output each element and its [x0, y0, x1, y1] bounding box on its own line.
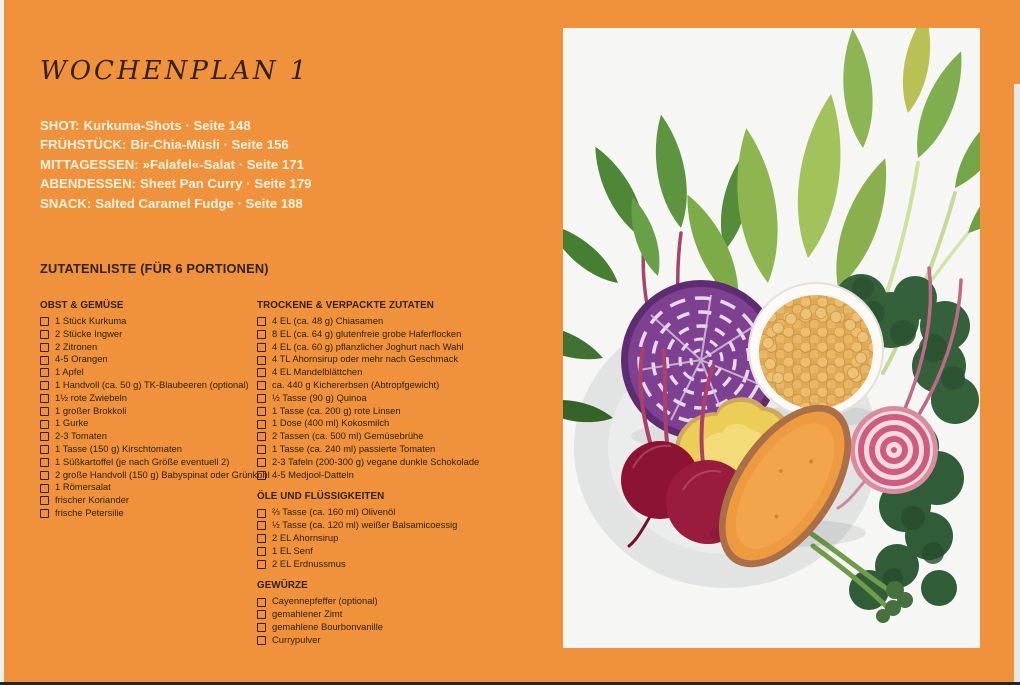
ingredient-item [257, 519, 517, 532]
meal-plan-list [40, 116, 312, 213]
ingredient-label: 4 EL Mandelblättchen [272, 366, 363, 378]
ingredient-label: gemahlener Zimt [272, 608, 343, 620]
ingredient-label: 1 großer Brokkoli [55, 404, 127, 416]
checkbox[interactable] [257, 636, 266, 645]
ingredient-label: 2-3 Tafeln (200-300 g) vegane dunkle Schokolade [272, 455, 480, 467]
ingredient-list [257, 506, 517, 570]
meal-plan-item [40, 194, 312, 213]
section-oele-fluessigkeiten [257, 490, 517, 570]
ingredient-label: 4 EL (ca. 48 g) Chiasamen [272, 315, 384, 326]
checkbox[interactable] [40, 381, 49, 390]
ingredient-label: 2 EL Ahornsirup [272, 531, 339, 543]
ingredient-item [40, 328, 256, 341]
section-title: ÖLE UND FLÜSSIGKEITEN [257, 491, 385, 503]
ingredient-label: Currypulver [272, 633, 321, 645]
ingredient-list [257, 315, 517, 481]
checkbox[interactable] [40, 509, 49, 518]
checkbox[interactable] [257, 343, 266, 352]
ingredient-item [40, 494, 256, 507]
ingredient-label: 1 Stück Kurkuma [55, 315, 127, 326]
ingredient-label: 2-3 Tomaten [55, 430, 107, 442]
ingredient-item [40, 456, 256, 469]
ingredient-item [40, 443, 256, 456]
ingredient-item [257, 430, 517, 443]
checkbox[interactable] [257, 445, 266, 454]
ingredient-item [257, 341, 517, 354]
section-obst-gemuese [40, 299, 270, 520]
section-title: TROCKENE & VERPACKTE ZUTATEN [257, 300, 434, 311]
ingredient-item [40, 481, 256, 494]
ingredient-label: ½ Tasse (90 g) Quinoa [272, 391, 367, 403]
ingredient-label: 2 große Handvoll (150 g) Babyspinat oder Grünkohl [55, 468, 270, 480]
page-title: WOCHENPLAN 1 [40, 56, 310, 86]
checkbox[interactable] [257, 509, 266, 518]
ingredient-label: 1 Römersalat [55, 481, 111, 493]
ingredients-photo [563, 28, 980, 648]
ingredient-label: ca. 440 g Kichererbsen (Abtropfgewicht) [272, 378, 440, 390]
section-trockene-zutaten [257, 299, 517, 481]
checkbox[interactable] [257, 330, 266, 339]
ingredient-label: 4-5 Medjool-Datteln [272, 468, 354, 480]
meal-label: MITTAGESSEN: [40, 156, 139, 172]
checkbox[interactable] [40, 471, 49, 480]
ingredient-item [257, 621, 517, 634]
checkbox[interactable] [40, 484, 49, 493]
ingredient-item [257, 405, 517, 418]
ingredient-label: 4-5 Orangen [55, 353, 108, 365]
ingredient-label: 1 Süßkartoffel (je nach Größe eventuell 2) [55, 455, 230, 467]
checkbox[interactable] [257, 317, 266, 326]
ingredient-label: 1½ rote Zwiebeln [55, 391, 127, 403]
ingredient-label: ⅔ Tasse (ca. 160 ml) Olivenöl [272, 506, 396, 518]
ingredient-item [40, 507, 256, 520]
ingredient-label: Cayennepfeffer (optional) [272, 595, 378, 607]
ingredient-label: frische Petersilie [55, 506, 124, 518]
shopping-list-heading: ZUTATENLISTE (FÜR 6 PORTIONEN) [40, 261, 269, 276]
meal-value: »Falafel«-Salat · Seite 171 [142, 156, 304, 172]
ingredient-item [257, 392, 517, 405]
meal-label: SNACK: [40, 195, 92, 211]
ingredient-item [257, 366, 517, 379]
checkbox[interactable] [257, 560, 266, 569]
checkbox[interactable] [257, 521, 266, 530]
ingredient-item [40, 405, 256, 418]
meal-plan-item [40, 116, 312, 135]
checkbox[interactable] [40, 420, 49, 429]
ingredient-item [40, 353, 256, 366]
ingredient-label: 2 Stücke Ingwer [55, 327, 123, 339]
ingredient-item [257, 558, 517, 571]
ingredient-item [257, 417, 517, 430]
checkbox[interactable] [40, 432, 49, 441]
ingredient-item [257, 379, 517, 392]
ingredient-label: ½ Tasse (ca. 120 ml) weißer Balsamicoessig [272, 519, 458, 531]
page-left-edge [0, 0, 4, 685]
checkbox[interactable] [40, 445, 49, 454]
ingredient-item [257, 634, 517, 647]
checkbox[interactable] [40, 407, 49, 416]
ingredient-item [40, 417, 256, 430]
meal-plan-item [40, 135, 312, 154]
ingredient-item [257, 469, 517, 482]
checkbox[interactable] [40, 368, 49, 377]
checkbox[interactable] [257, 471, 266, 480]
checkbox[interactable] [257, 368, 266, 377]
ingredient-label: 8 EL (ca. 64 g) glutenfreie grobe Haferflocken [272, 327, 462, 339]
ingredient-item [257, 608, 517, 621]
ingredient-label: gemahlene Bourbonvanille [272, 620, 384, 632]
vegetables-illustration [563, 28, 980, 648]
ingredient-label: 2 Tassen (ca. 500 ml) Gemüsebrühe [272, 430, 424, 442]
ingredient-label: 1 Tasse (ca. 240 ml) passierte Tomaten [272, 442, 436, 454]
ingredient-item [257, 353, 517, 366]
ingredient-label: 1 Apfel [55, 366, 84, 378]
ingredient-item [40, 430, 256, 443]
section-title: OBST & GEMÜSE [40, 300, 124, 311]
ingredient-label: frischer Koriander [55, 494, 129, 506]
ingredient-item [257, 315, 517, 328]
checkbox[interactable] [257, 610, 266, 619]
meal-value: Sheet Pan Curry · Seite 179 [140, 176, 312, 192]
ingredient-label: 2 Zitronen [55, 340, 98, 352]
shopping-column-left [40, 299, 270, 529]
ingredient-item [40, 366, 256, 379]
ingredient-item [257, 595, 517, 608]
checkbox[interactable] [257, 534, 266, 543]
checkbox[interactable] [257, 420, 266, 429]
ingredient-item [257, 456, 517, 469]
ingredient-label: 2 EL Erdnussmus [272, 557, 346, 569]
meal-value: Salted Caramel Fudge · Seite 188 [95, 195, 303, 211]
section-title: GEWÜRZE [257, 580, 308, 592]
ingredient-item [40, 392, 256, 405]
ingredient-label: 1 EL Senf [272, 544, 313, 556]
checkbox[interactable] [257, 547, 266, 556]
ingredient-list [257, 595, 517, 646]
checkbox[interactable] [257, 381, 266, 390]
ingredient-list [40, 315, 270, 520]
checkbox[interactable] [257, 598, 266, 607]
ingredient-label: 1 Tasse (150 g) Kirschtomaten [55, 442, 182, 454]
ingredient-item [257, 545, 517, 558]
ingredient-item [40, 468, 270, 482]
meal-plan-item [40, 155, 312, 174]
ingredient-item [40, 315, 256, 328]
ingredient-item [40, 341, 256, 354]
checkbox[interactable] [40, 458, 49, 467]
checkbox[interactable] [40, 394, 49, 403]
meal-label: SHOT: [40, 118, 80, 133]
ingredient-label: 1 Tasse (ca. 200 g) rote Linsen [272, 404, 401, 416]
ingredient-label: 4 EL (ca. 60 g) pflanzlicher Joghurt nach Wahl [272, 340, 464, 352]
checkbox[interactable] [257, 623, 266, 632]
checkbox[interactable] [257, 458, 266, 467]
ingredient-label: 4 TL Ahornsirup oder mehr nach Geschmack [272, 353, 459, 365]
checkbox[interactable] [40, 330, 49, 339]
meal-label: ABENDESSEN: [40, 176, 136, 192]
ingredient-item [40, 379, 256, 392]
meal-value: Bir-Chia-Müsli · Seite 156 [130, 137, 289, 153]
shopping-column-right [257, 299, 517, 656]
ingredient-label: 1 Gurke [55, 417, 89, 429]
meal-value: Kurkuma-Shots · Seite 148 [83, 118, 251, 133]
ingredient-item [257, 443, 517, 456]
meal-plan-item [40, 174, 312, 193]
ingredient-item [257, 506, 517, 519]
chickpea-bowl [748, 282, 884, 418]
ingredient-item [257, 532, 517, 545]
checkbox[interactable] [257, 407, 266, 416]
page-right-edge [1014, 84, 1020, 685]
ingredient-item [257, 328, 517, 341]
checkbox[interactable] [257, 394, 266, 403]
ingredient-label: 1 Handvoll (ca. 50 g) TK-Blaubeeren (optional) [55, 378, 249, 390]
checkbox[interactable] [40, 496, 49, 505]
checkbox[interactable] [40, 356, 49, 365]
checkbox[interactable] [257, 356, 266, 365]
section-gewuerze [257, 579, 517, 646]
checkbox[interactable] [257, 432, 266, 441]
ingredient-label: 1 Dose (400 ml) Kokosmilch [272, 417, 390, 429]
checkbox[interactable] [40, 343, 49, 352]
meal-label: FRÜHSTÜCK: [40, 137, 127, 153]
checkbox[interactable] [40, 317, 49, 326]
